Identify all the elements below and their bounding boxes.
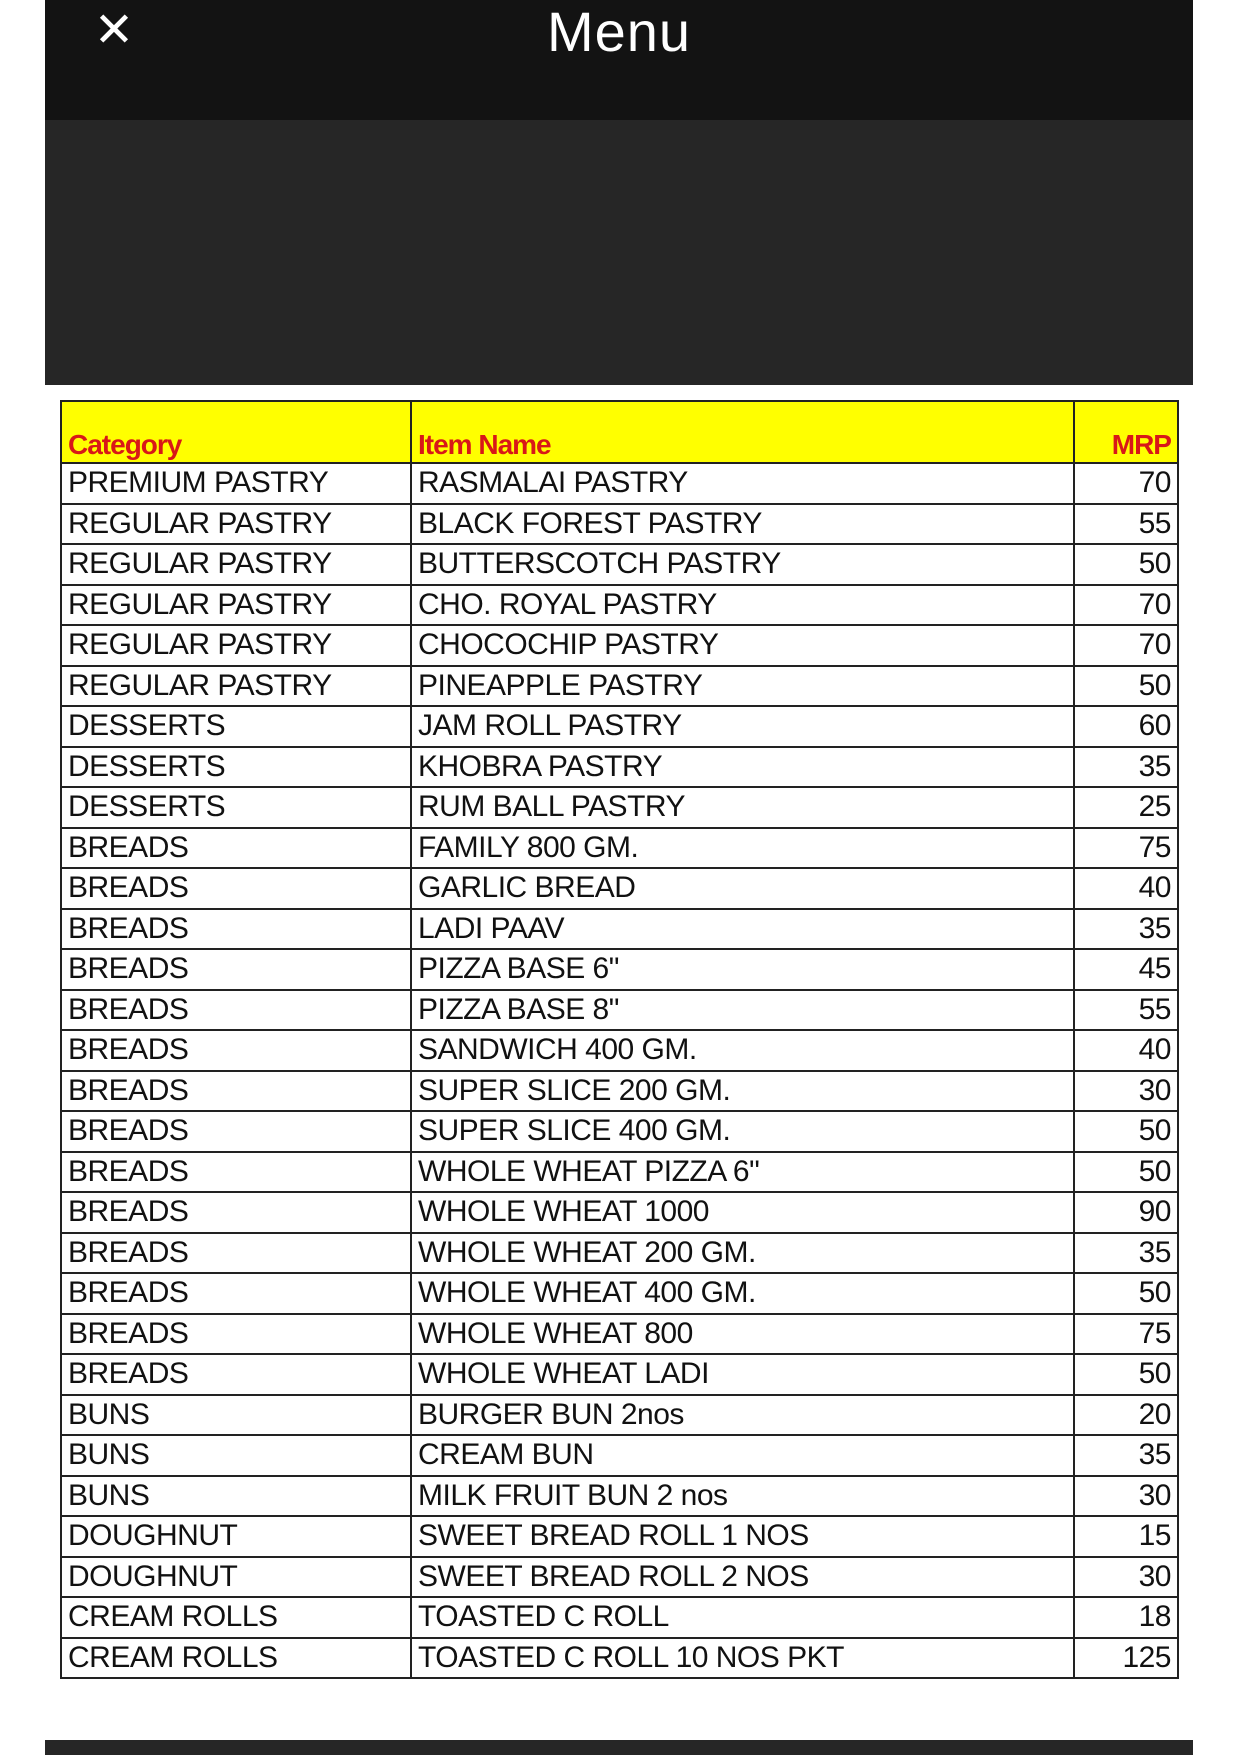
mrp-cell: 35 [1074, 1435, 1178, 1476]
category-cell: DOUGHNUT [61, 1557, 411, 1598]
mrp-cell: 30 [1074, 1557, 1178, 1598]
item-name-cell: FAMILY 800 GM. [411, 828, 1074, 869]
table-row [61, 1030, 1178, 1071]
mrp-cell: 45 [1074, 949, 1178, 990]
category-cell: CREAM ROLLS [61, 1597, 411, 1638]
category-cell: BREADS [61, 990, 411, 1031]
mrp-cell: 35 [1074, 1233, 1178, 1274]
mrp-cell: 75 [1074, 828, 1178, 869]
item-name-cell: PINEAPPLE PASTRY [411, 666, 1074, 707]
item-name-cell: PIZZA BASE 6" [411, 949, 1074, 990]
table-row [61, 1395, 1178, 1436]
mrp-cell: 15 [1074, 1516, 1178, 1557]
category-cell: BREADS [61, 1030, 411, 1071]
category-cell: BREADS [61, 1354, 411, 1395]
category-cell: REGULAR PASTRY [61, 585, 411, 626]
table-row [61, 1476, 1178, 1517]
table-row [61, 1071, 1178, 1112]
table-row [61, 666, 1178, 707]
table-header-row [61, 401, 1178, 463]
table-row [61, 706, 1178, 747]
category-cell: BREADS [61, 868, 411, 909]
item-name-cell: TOASTED C ROLL 10 NOS PKT [411, 1638, 1074, 1679]
item-name-cell: WHOLE WHEAT PIZZA 6" [411, 1152, 1074, 1193]
mrp-cell: 70 [1074, 463, 1178, 504]
mrp-cell: 55 [1074, 990, 1178, 1031]
page-title: Menu [546, 0, 692, 63]
mrp-cell: 50 [1074, 1354, 1178, 1395]
table-row [61, 463, 1178, 504]
category-cell: REGULAR PASTRY [61, 666, 411, 707]
category-cell: BREADS [61, 1192, 411, 1233]
table-row [61, 544, 1178, 585]
mrp-cell: 30 [1074, 1071, 1178, 1112]
category-cell: BREADS [61, 1152, 411, 1193]
table-row [61, 1152, 1178, 1193]
item-name-cell: BURGER BUN 2nos [411, 1395, 1074, 1436]
column-header-mrp: MRP [1074, 401, 1178, 463]
category-cell: DESSERTS [61, 747, 411, 788]
mrp-cell: 25 [1074, 787, 1178, 828]
item-name-cell: SWEET BREAD ROLL 2 NOS [411, 1557, 1074, 1598]
item-name-cell: MILK FRUIT BUN 2 nos [411, 1476, 1074, 1517]
category-cell: BREADS [61, 909, 411, 950]
table-row [61, 1516, 1178, 1557]
mrp-cell: 50 [1074, 666, 1178, 707]
item-name-cell: SANDWICH 400 GM. [411, 1030, 1074, 1071]
mrp-cell: 18 [1074, 1597, 1178, 1638]
table-row [61, 990, 1178, 1031]
item-name-cell: TOASTED C ROLL [411, 1597, 1074, 1638]
item-name-cell: CHO. ROYAL PASTRY [411, 585, 1074, 626]
category-cell: PREMIUM PASTRY [61, 463, 411, 504]
item-name-cell: RUM BALL PASTRY [411, 787, 1074, 828]
category-cell: BREADS [61, 1314, 411, 1355]
category-cell: CREAM ROLLS [61, 1638, 411, 1679]
mrp-cell: 40 [1074, 868, 1178, 909]
category-cell: BUNS [61, 1395, 411, 1436]
mrp-cell: 70 [1074, 585, 1178, 626]
category-cell: DESSERTS [61, 787, 411, 828]
item-name-cell: KHOBRA PASTRY [411, 747, 1074, 788]
table-row [61, 1638, 1178, 1679]
item-name-cell: WHOLE WHEAT LADI [411, 1354, 1074, 1395]
item-name-cell: LADI PAAV [411, 909, 1074, 950]
table-row [61, 828, 1178, 869]
item-name-cell: PIZZA BASE 8" [411, 990, 1074, 1031]
item-name-cell: WHOLE WHEAT 200 GM. [411, 1233, 1074, 1274]
mrp-cell: 55 [1074, 504, 1178, 545]
menu-table [60, 400, 1179, 1679]
mrp-cell: 50 [1074, 1111, 1178, 1152]
category-cell: BREADS [61, 1233, 411, 1274]
category-cell: BREADS [61, 1273, 411, 1314]
mrp-cell: 20 [1074, 1395, 1178, 1436]
table-row [61, 949, 1178, 990]
table-body [61, 463, 1178, 1678]
table-row [61, 868, 1178, 909]
mrp-cell: 30 [1074, 1476, 1178, 1517]
mrp-cell: 60 [1074, 706, 1178, 747]
table-row [61, 1314, 1178, 1355]
item-name-cell: BLACK FOREST PASTRY [411, 504, 1074, 545]
image-banner [45, 120, 1193, 385]
table-row [61, 1557, 1178, 1598]
mrp-cell: 125 [1074, 1638, 1178, 1679]
mrp-cell: 50 [1074, 544, 1178, 585]
item-name-cell: CREAM BUN [411, 1435, 1074, 1476]
category-cell: BREADS [61, 1071, 411, 1112]
top-bar [45, 0, 1193, 120]
table-row [61, 1111, 1178, 1152]
category-cell: REGULAR PASTRY [61, 544, 411, 585]
mrp-cell: 35 [1074, 909, 1178, 950]
category-cell: BUNS [61, 1435, 411, 1476]
mrp-cell: 90 [1074, 1192, 1178, 1233]
category-cell: REGULAR PASTRY [61, 504, 411, 545]
mrp-cell: 75 [1074, 1314, 1178, 1355]
item-name-cell: RASMALAI PASTRY [411, 463, 1074, 504]
table-row [61, 585, 1178, 626]
close-icon[interactable]: ✕ [93, 4, 135, 57]
bottom-strip [45, 1740, 1193, 1755]
table-row [61, 787, 1178, 828]
table-row [61, 1233, 1178, 1274]
table-row [61, 909, 1178, 950]
table-row [61, 1192, 1178, 1233]
item-name-cell: SUPER SLICE 200 GM. [411, 1071, 1074, 1112]
item-name-cell: BUTTERSCOTCH PASTRY [411, 544, 1074, 585]
menu-screen [45, 0, 1193, 1755]
item-name-cell: SWEET BREAD ROLL 1 NOS [411, 1516, 1074, 1557]
item-name-cell: GARLIC BREAD [411, 868, 1074, 909]
category-cell: BREADS [61, 1111, 411, 1152]
mrp-cell: 40 [1074, 1030, 1178, 1071]
category-cell: REGULAR PASTRY [61, 625, 411, 666]
table-row [61, 747, 1178, 788]
column-header-category: Category [61, 401, 411, 463]
item-name-cell: CHOCOCHIP PASTRY [411, 625, 1074, 666]
category-cell: DESSERTS [61, 706, 411, 747]
category-cell: BUNS [61, 1476, 411, 1517]
table-row [61, 1354, 1178, 1395]
category-cell: BREADS [61, 949, 411, 990]
table-row [61, 1273, 1178, 1314]
item-name-cell: SUPER SLICE 400 GM. [411, 1111, 1074, 1152]
mrp-cell: 70 [1074, 625, 1178, 666]
table-row [61, 1597, 1178, 1638]
table-row [61, 1435, 1178, 1476]
table-row [61, 504, 1178, 545]
mrp-cell: 50 [1074, 1273, 1178, 1314]
menu-image [45, 385, 1193, 1740]
table-row [61, 625, 1178, 666]
item-name-cell: WHOLE WHEAT 1000 [411, 1192, 1074, 1233]
category-cell: BREADS [61, 828, 411, 869]
column-header-item-name: Item Name [411, 401, 1074, 463]
item-name-cell: WHOLE WHEAT 800 [411, 1314, 1074, 1355]
item-name-cell: WHOLE WHEAT 400 GM. [411, 1273, 1074, 1314]
item-name-cell: JAM ROLL PASTRY [411, 706, 1074, 747]
mrp-cell: 50 [1074, 1152, 1178, 1193]
category-cell: DOUGHNUT [61, 1516, 411, 1557]
mrp-cell: 35 [1074, 747, 1178, 788]
